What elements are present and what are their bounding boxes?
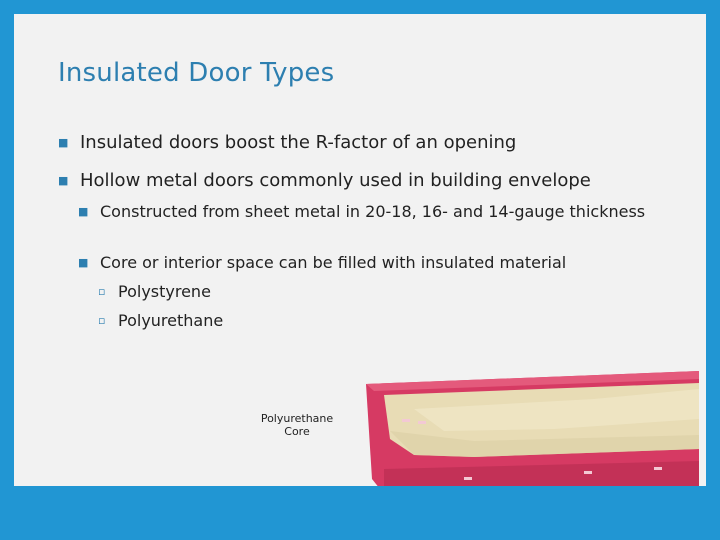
hollow-square-bullet-icon: ▫ — [98, 285, 106, 298]
bullet-text: Insulated doors boost the R-factor of an opening — [80, 132, 517, 153]
square-bullet-icon: ■ — [58, 136, 69, 149]
bullet-text: Hollow metal doors commonly used in building envelope — [80, 170, 591, 191]
sub-sub-bullet-text: Polyurethane — [118, 311, 224, 330]
square-bullet-icon: ■ — [78, 205, 89, 218]
door-cutaway-image — [354, 369, 699, 486]
caption-line: Polyurethane — [260, 412, 334, 425]
sub-bullet-item — [78, 202, 668, 221]
caption-line: Core — [284, 425, 310, 438]
sub-sub-bullet-text: Polystyrene — [118, 282, 211, 301]
square-bullet-icon: ■ — [58, 174, 69, 187]
sub-bullet-text: Core or interior space can be filled with insulated material — [100, 253, 567, 272]
sub-sub-bullet-item — [98, 311, 223, 330]
slide-title: Insulated Door Types — [58, 58, 335, 88]
bullet-item — [58, 170, 591, 191]
image-caption — [252, 412, 342, 438]
sub-sub-bullet-item — [98, 282, 211, 301]
sub-bullet-text: Constructed from sheet metal in 20-18, 16- and 14-gauge thickness — [100, 202, 646, 221]
bullet-item — [58, 132, 516, 153]
hollow-square-bullet-icon: ▫ — [98, 314, 106, 327]
slide — [14, 14, 706, 486]
square-bullet-icon: ■ — [78, 256, 89, 269]
sub-bullet-item — [78, 253, 668, 272]
